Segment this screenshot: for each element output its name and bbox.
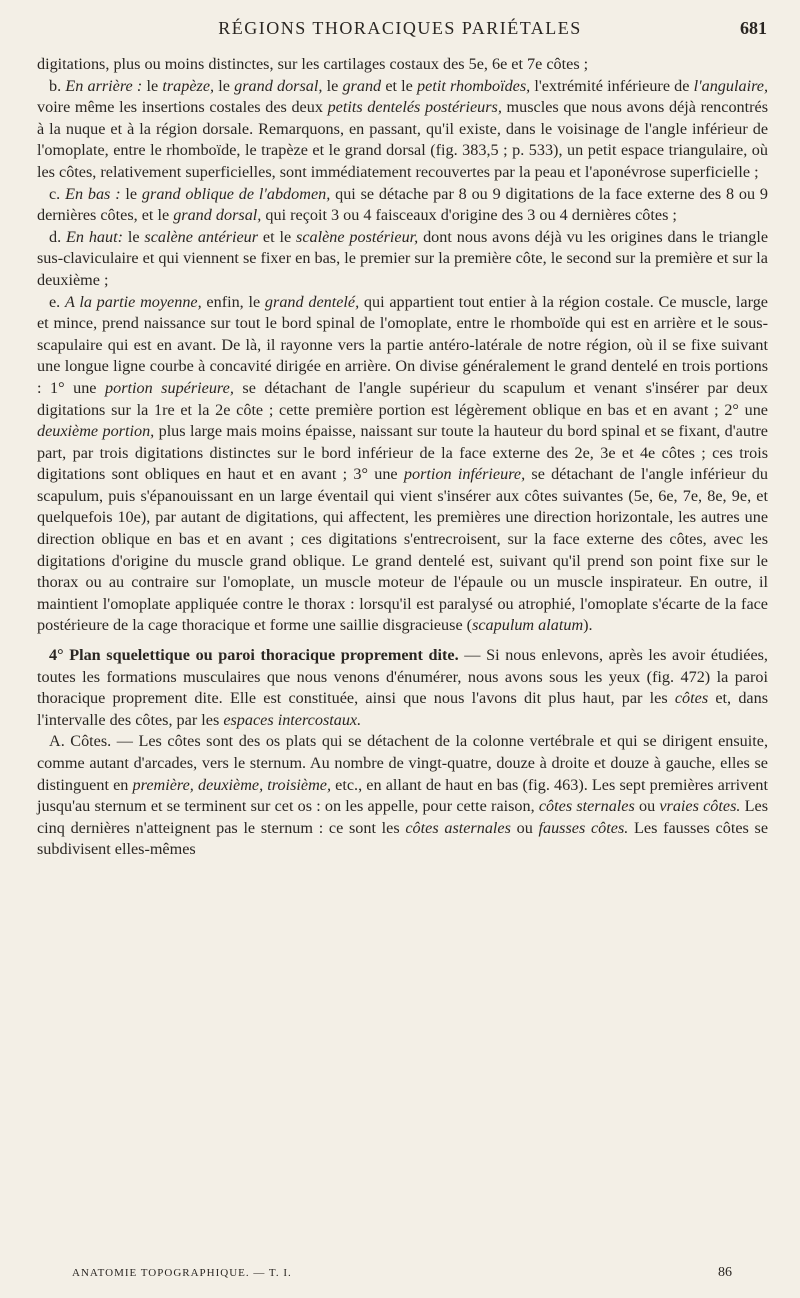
text-run: et le: [381, 76, 418, 95]
italic-run: côtes asternales: [405, 818, 511, 837]
subsection-heading: A. Côtes.: [49, 732, 112, 751]
page-footer: [72, 1267, 732, 1287]
italic-run: petits dentelés postérieurs,: [327, 98, 502, 117]
text-run: b.: [49, 76, 66, 95]
italic-run: scalène antérieur: [144, 227, 259, 246]
italic-run: En haut:: [66, 227, 124, 246]
italic-run: fausses côtes.: [538, 818, 629, 837]
signature-mark: 86: [718, 1265, 732, 1280]
text-run: le: [214, 76, 235, 95]
text-run: e.: [49, 292, 65, 311]
italic-run: espaces intercostaux.: [223, 710, 362, 729]
italic-run: grand: [342, 76, 382, 95]
text-run: et le: [258, 227, 297, 246]
text-run: ).: [583, 616, 593, 635]
italic-run: côtes: [674, 689, 709, 708]
text-run: — Si nous enlevons, après les avoir étudiées, toutes les formations musculaires que nous venons d'énumérer, nous avons sous les yeux (fig. 472) la paroi thoracique proprement dite. Elle est constituée, ainsi que nous l'avons dit plus haut, par les: [37, 646, 768, 708]
italic-run: grand dorsal,: [173, 206, 262, 225]
text-run: muscles que nous avons déjà rencontrés à la nuque et à la région dorsale. Remarquons, en passant, qu'il existe, dans le voisinage de l'angle inférieur de l'omoplate, entre le rhomboïde, le trapèze et le grand dorsal (fig. 383,5 ; p. 533), un petit espace triangulaire, où les côtes, relativement superficielles, sont immédiatement recouvertes par la peau et l'aponévrose superficielle ;: [37, 98, 769, 181]
italic-run: A la partie moyenne,: [64, 292, 202, 311]
text-run: et, dans l'intervalle des côtes, par les: [37, 689, 768, 729]
text-run: ou: [510, 818, 539, 837]
text-run: qui appartient tout entier à la région costale. Ce muscle, large et mince, prend naissance sur tout le bord spinal de l'omoplate, entre le rhomboïde qui est en arrière et le sous-scapulaire qui est en avant. De là, il rayonne vers la partie antéro-latérale de notre région, où il se fixe suivant une longue ligne courbe à concavité dirigée en arrière. On divise généralement le grand dentelé en trois portions : 1° une: [37, 292, 768, 397]
text-run: se détachant de l'angle inférieur du scapulum, puis s'épanouissant en un large éventail qui vient s'insérer aux côtes suivantes (5e, 6e, 7e, 8e, 9e, et quelquefois 10e), par autant de digitations, qui affectent, les premières une direction horizontale, les autres une direction oblique en bas et en avant ; ces digitations s'entrecroisent, sur la face externe des côtes, avec les digitations d'origine du muscle grand oblique. Le grand dentelé est, suivant qu'il prend son point fixe sur le thorax ou au contraire sur l'omoplate, un muscle moteur de l'épaule ou un muscle inspirateur. En outre, il maintient l'omoplate appliquée contre le thorax : lorsqu'il est paralysé ou atrophié, l'omoplate s'écarte de la face postérieure de la cage thoracique et forme une saillie disgracieuse (: [37, 465, 768, 635]
italic-run: scapulum alatum: [472, 616, 584, 635]
text-run: le: [120, 184, 142, 203]
running-head: [0, 18, 800, 48]
text-run: qui reçoit 3 ou 4 faisceaux d'origine des 3 ou 4 dernières côtes ;: [261, 206, 677, 225]
paragraph-a-cotes: [37, 731, 768, 861]
italic-run: vraies côtes.: [659, 797, 741, 816]
text-run: se détachant de l'angle supérieur du scapulum et venant s'insérer par deux digitations sur la 1re et la 2e côte ; cette première portion est légèrement oblique en bas et en avant ; 2° une: [37, 378, 768, 419]
text-run: enfin, le: [201, 292, 265, 311]
text-run: le: [322, 76, 343, 95]
text-run: Les fausses côtes se subdivisent elles-mêmes: [37, 818, 769, 859]
italic-run: côtes sternales: [538, 797, 635, 816]
book-title: ANATOMIE TOPOGRAPHIQUE. — T. I.: [72, 1267, 292, 1279]
italic-run: petit rhomboïdes,: [417, 76, 531, 95]
section-heading: 4° Plan squelettique ou paroi thoracique proprement dite.: [49, 646, 459, 665]
italic-run: première, deuxième, troisième,: [132, 775, 331, 794]
italic-run: En bas :: [65, 184, 121, 203]
text-run: ou: [634, 797, 660, 816]
italic-run: En arrière :: [65, 76, 143, 95]
italic-run: deuxième portion,: [37, 422, 155, 441]
text-run: l'extrémité inférieure de: [530, 76, 694, 95]
italic-run: trapèze,: [162, 76, 215, 95]
text-run: Les cinq dernières n'atteignent pas le sternum : ce sont les: [37, 797, 768, 837]
italic-run: portion inférieure,: [403, 465, 526, 484]
text-run: digitations, plus ou moins distinctes, sur les cartilages costaux des 5e, 6e et 7e côtes ;: [37, 55, 589, 73]
text-run: qui se détache par 8 ou 9 digitations de la face externe des 8 ou 9 dernières côtes, et le: [37, 184, 768, 225]
paragraph-c-en-bas: [37, 184, 768, 227]
italic-run: l'angulaire,: [693, 76, 769, 95]
text-run: dont nous avons déjà vu les origines dans le triangle sus-claviculaire et qui viennent se fixer en bas, le premier sur la première côte, le second sur la première et sur la deuxième ;: [37, 227, 769, 289]
text-run: le: [123, 227, 145, 246]
text-run: plus large mais moins épaisse, naissant sur toute la hauteur du bord spinal et se fixant, d'autre part, par trois digitations distinctes sur le bord inférieur de la face externe des 2e, 3e et 4e côtes ; ces trois digitations sont obliques en haut et en avant ; 3° une: [37, 422, 768, 484]
paragraph-d-en-haut: [37, 227, 768, 292]
text-run: d.: [49, 227, 66, 246]
text-run: etc., en allant de haut en bas (fig. 463). Les sept premières arrivent jusqu'au sternum et se terminent sur cet os : on les appelle, pour cette raison,: [37, 775, 768, 816]
italic-run: grand dorsal,: [234, 76, 323, 95]
running-title: RÉGIONS THORACIQUES PARIÉTALES: [218, 18, 582, 38]
paragraph-continuation: [37, 54, 768, 76]
paragraph-e-partie-moyenne: [37, 292, 768, 638]
body-text: [37, 54, 768, 861]
text-run: — Les côtes sont des os plats qui se détachent de la colonne vertébrale et qui se dirigent ensuite, comme autant d'arcades, vers le sternum. Au nombre de vingt-quatre, douze à droite et douze à gauche, elles se distinguent en: [37, 732, 768, 794]
italic-run: grand oblique de l'abdomen,: [141, 184, 331, 203]
italic-run: scalène postérieur,: [296, 227, 419, 246]
text-run: c.: [49, 184, 66, 203]
italic-run: grand dentelé,: [264, 292, 360, 311]
italic-run: portion supérieure,: [105, 378, 234, 397]
text-run: voire même les insertions costales des deux: [37, 98, 328, 117]
paragraph-b-en-arriere: [37, 76, 768, 184]
paragraph-plan-squelettique: [37, 645, 768, 731]
text-run: le: [142, 76, 163, 95]
page-number: 681: [740, 18, 767, 38]
